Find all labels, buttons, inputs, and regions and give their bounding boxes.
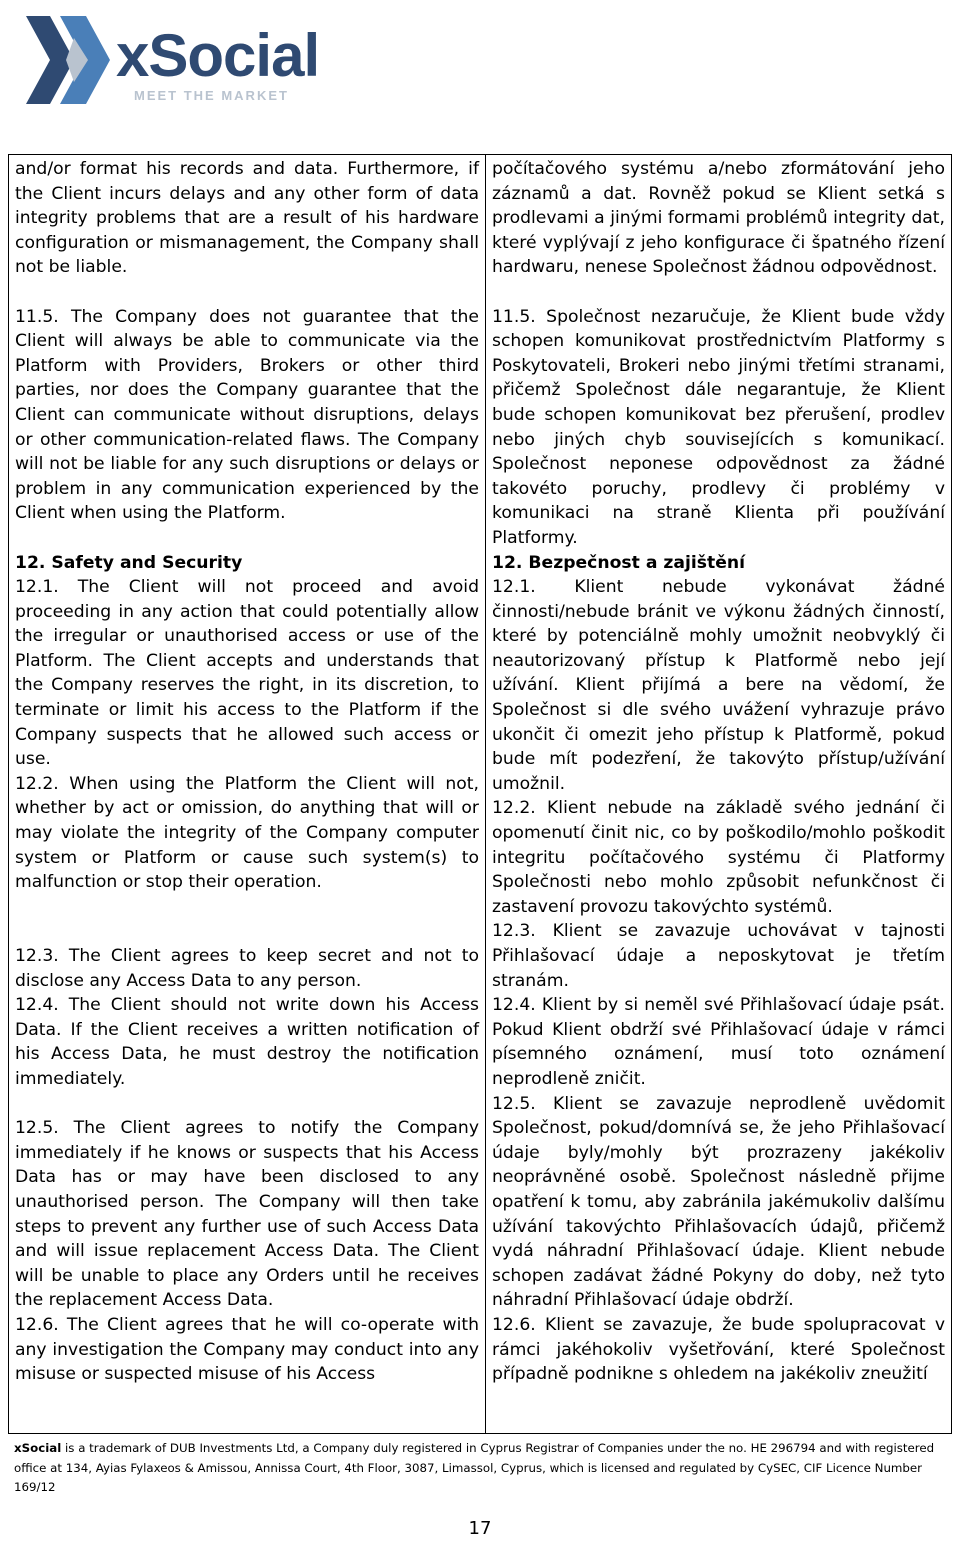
en-clause-12-2: 12.2. When using the Platform the Client will not, whether by act or omission, do anything that will or may violate the integrity of the Company computer system or Platform or cause such system(s) to malfunction or stop their operation. — [15, 773, 479, 893]
en-clause-12-1: 12.1. The Client will not proceed and avoid proceeding in any action that could potentially allow the irregular or unauthorised access or use of the Platform. The Client accepts and understands that the Company reserves the right, in its discretion, to terminate or limit his access to the Platform if the Company suspects that he allowed such access or use. — [15, 577, 479, 770]
cz-clause-12-6: 12.6. Klient se zavazuje, že bude spolupracovat v rámci jakéhokoliv vyšetřování, které Společnost případně podnikne s ohledem na jakékoliv zneužití — [492, 1314, 945, 1385]
footer-text: is a trademark of DUB Investments Ltd, a Company duly registered in Cyprus Registrar of Companies under the no. HE 296794 and with registered office at 134, Ayias Fylaxeos & Amissou, Annissa Court, 4th Floor, 3087, Limassol, Cyprus, which is licensed and regulated by CySEC, CIF Licence Number 169/12 — [14, 1441, 935, 1494]
cz-clause-12-1: 12.1. Klient nebude vykonávat žádné činnosti/nebude bránit ve výkonu žádných činností, které by potenciálně mohly umožnit neobvyklý či neautorizovaný přístup k Platformě nebo její užívání. Klient přijímá a bere na vědomí, že Společnost si dle svého uvážení vyhrazuje právo ukončit či omezit jeho přístup k Platformě, pokud bude mít podezření, že takovýto přístup/užívání umožnil. — [492, 577, 945, 794]
en-clause-12-4: 12.4. The Client should not write down his Access Data. If the Client receives a written notification of his Access Data, he must destroy the notification immediately. — [15, 995, 479, 1089]
xsocial-logo — [16, 8, 346, 113]
en-section-12-heading: 12. Safety and Security — [15, 552, 243, 573]
czech-column — [486, 155, 952, 1434]
footer-brand: xSocial — [14, 1441, 62, 1455]
x-mark-icon — [16, 8, 116, 113]
cz-clause-12-2: 12.2. Klient nebude na základě svého jednání či opomenutí činit nic, co by poškodilo/mohlo poškodit integritu počítačového systému či Platformy Společnosti nebo mohlo způsobit nefunkčnost či zastavení provozu takovýchto systémů. — [492, 798, 945, 917]
en-paragraph-intro: and/or format his records and data. Furthermore, if the Client incurs delays and any other form of data integrity problems that are a result of his hardware configuration or mismanagement, the Company shall not be liable. — [15, 159, 479, 278]
cz-clause-11-5: 11.5. Společnost nezaručuje, že Klient bude vždy schopen komunikovat prostřednictvím Platformy s Poskytovateli, Brokeri nebo jinými třetími stranami, přičemž Společnost dále negarantuje, že Klient bude schopen komunikovat bez přerušení, prodlev nebo jiných chyb souvisejících s komunikací. Společnost neponese odpovědnost za žádné takovéto poruchy, prodlevy či problémy v komunikaci na straně Klienta při používání Platformy. — [492, 306, 945, 548]
bilingual-terms-table — [8, 154, 952, 1434]
cz-clause-12-5: 12.5. Klient se zavazuje neprodleně uvědomit Společnost, pokud/domnívá se, že jeho Přihlašovací údaje byly/mohly být prozrazeny jakékoliv neoprávněné osobě. Společnost následně přijme opatření k tomu, aby zabránila jakémukoliv dalšímu užívání takovýchto Přihlašovacích údajů, přičemž vydá náhradní Přihlašovací údaje. Klient nebude schopen zadávat žádné Pokyny do doby, než tyto náhradní Přihlašovací údaje obdrží. — [492, 1093, 945, 1311]
legal-footer — [14, 1439, 944, 1498]
page-number: 17 — [468, 1518, 492, 1539]
english-column — [9, 155, 486, 1434]
cz-clause-12-3: 12.3. Klient se zavazuje uchovávat v tajnosti Přihlašovací údaje a neposkytovat je třetím stranám. — [492, 921, 945, 991]
logo-wordmark: xSocial — [116, 22, 320, 89]
en-clause-12-5: 12.5. The Client agrees to notify the Company immediately if he knows or suspects that his Access Data has or may have been disclosed to any unauthorised person. The Company will then take steps to prevent any further use of such Access Data and will issue replacement Access Data. The Client will be unable to place any Orders until he receives the replacement Access Data. — [15, 1118, 479, 1311]
cz-section-12-heading: 12. Bezpečnost a zajištění — [492, 552, 746, 573]
cz-clause-12-4: 12.4. Klient by si neměl své Přihlašovací údaje psát. Pokud Klient obdrží své Přihlašovací údaje v rámci písemného oznámení, musí toto oznámení neprodleně zničit. — [492, 995, 945, 1089]
cz-paragraph-intro: počítačového systému a/nebo zformátování jeho záznamů a dat. Rovněž pokud se Klient setká s prodlevami a jinými formami problémů integrity dat, které vyplývají z jeho konfigurace či špatného řízení hardwaru, nenese Společnost žádnou odpovědnost. — [492, 159, 945, 278]
logo-tagline: MEET THE MARKET — [134, 88, 289, 103]
en-clause-11-5: 11.5. The Company does not guarantee that the Client will always be able to communicate via the Platform with Providers, Brokers or other third parties, nor does the Company guarantee that the Client can communicate without disruptions, delays or other communication-related flaws. The Company will not be liable for any such disruptions or delays or problem in any communication experienced by the Client when using the Platform. — [15, 306, 479, 524]
en-clause-12-6: 12.6. The Client agrees that he will co-operate with any investigation the Company may conduct into any misuse or suspected misuse of his Access — [15, 1314, 479, 1385]
en-clause-12-3: 12.3. The Client agrees to keep secret and not to disclose any Access Data to any person. — [15, 946, 479, 991]
